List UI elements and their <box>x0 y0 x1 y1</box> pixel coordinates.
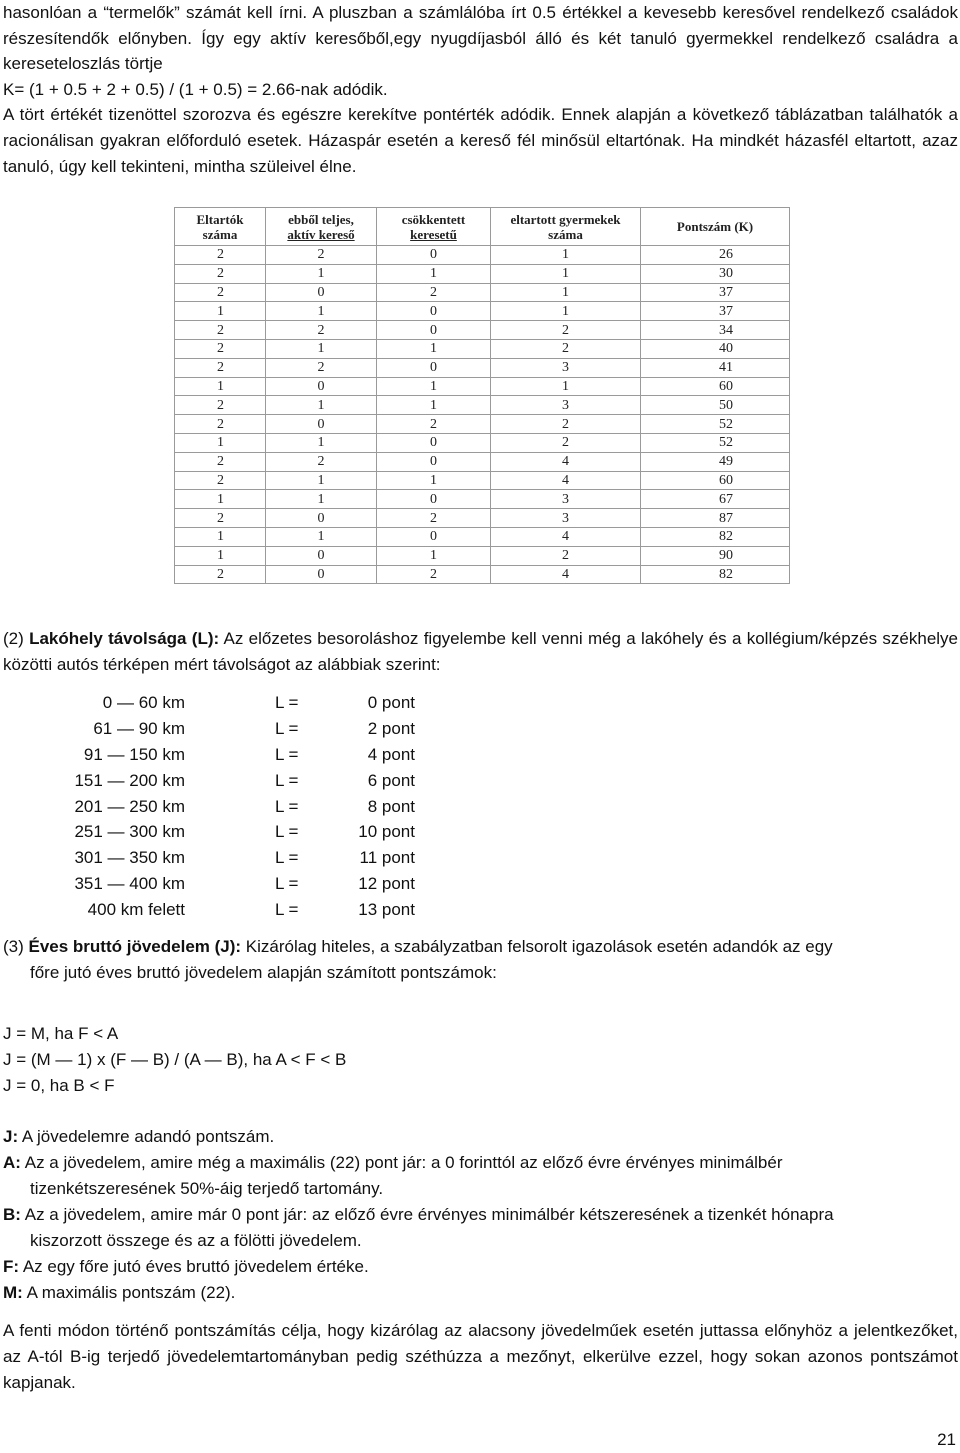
distance-points: 10 pont <box>358 822 415 842</box>
lakohely-text: Az előzetes besoroláshoz figyelembe kell venni még a lakóhely és a kollégium/képzés székhelye közötti autós térképen mért távolságot az alábbiak szerint: <box>3 629 959 674</box>
table-row <box>175 490 790 509</box>
distance-range: 0 — 60 km <box>102 693 185 712</box>
table-row <box>175 471 790 490</box>
table-cell: 0 <box>266 509 377 528</box>
table-row <box>175 283 790 302</box>
table-cell: 2 <box>491 339 641 358</box>
table-cell: 2 <box>175 339 266 358</box>
table-row <box>175 302 790 321</box>
table-cell: 52 <box>641 433 790 452</box>
table-cell: 1 <box>266 264 377 283</box>
table-cell: 1 <box>266 490 377 509</box>
table-cell: 0 <box>377 246 491 265</box>
jovedelem-label: Éves bruttó jövedelem (J): <box>28 937 242 956</box>
table-cell: 41 <box>641 358 790 377</box>
distance-eq: L = <box>275 693 299 712</box>
distance-range: 61 — 90 km <box>93 718 185 738</box>
table-row <box>175 264 790 283</box>
table-cell: 1 <box>175 377 266 396</box>
header-gyermekek: eltartott gyermekek száma <box>491 208 641 246</box>
table-cell: 82 <box>641 565 790 584</box>
pontszam-table-container <box>174 207 789 584</box>
table-cell: 2 <box>266 452 377 471</box>
table-cell: 2 <box>491 433 641 452</box>
formula-1: J = M, ha F < A <box>3 1024 119 1043</box>
table-cell: 4 <box>491 452 641 471</box>
table-cell: 2 <box>377 283 491 302</box>
section-number: (2) <box>3 629 30 648</box>
header-csokkentett: csökkentett keresetű <box>377 208 491 246</box>
table-cell: 1 <box>266 339 377 358</box>
table-cell: 0 <box>266 546 377 565</box>
formula-list <box>3 1021 346 1099</box>
table-cell: 1 <box>266 433 377 452</box>
lakohely-paragraph <box>3 626 958 678</box>
table-cell: 1 <box>266 302 377 321</box>
table-cell: 0 <box>266 377 377 396</box>
def-m: M: A maximális pontszám (22). <box>3 1283 236 1302</box>
distance-eq: L = <box>275 796 299 816</box>
table-cell: 1 <box>377 546 491 565</box>
table-cell: 0 <box>377 527 491 546</box>
table-cell: 2 <box>491 415 641 434</box>
table-cell: 2 <box>175 264 266 283</box>
header-pontszam: Pontszám (K) <box>641 208 790 246</box>
distance-points: 4 pont <box>367 744 415 764</box>
table-cell: 0 <box>266 565 377 584</box>
lakohely-label: Lakóhely távolsága (L): <box>29 629 220 648</box>
table-row <box>175 246 790 265</box>
table-cell: 1 <box>175 546 266 565</box>
distance-range: 251 — 300 km <box>74 822 185 842</box>
table-cell: 49 <box>641 452 790 471</box>
table-cell: 1 <box>377 264 491 283</box>
formula-3: J = 0, ha B < F <box>3 1076 115 1095</box>
table-cell: 90 <box>641 546 790 565</box>
outro-paragraph: A fenti módon történő pontszámítás célja, hogy kizárólag az alacsony jövedelműek esetén juttassa előnyhöz a jelentkezőket, az A-tól B-ig terjedő jövedelemtartományban pedig széthúzza a mezőnyt, elkerülve ezzel, hogy sokan azonos pontszámot kapjanak. <box>3 1321 958 1392</box>
table-cell: 1 <box>377 339 491 358</box>
distance-range: 301 — 350 km <box>74 848 185 868</box>
intro-section <box>3 0 958 179</box>
table-cell: 0 <box>377 490 491 509</box>
table-row <box>175 433 790 452</box>
jovedelem-text-1: Kizárólag hiteles, a szabályzatban felsorolt igazolások esetén adandók az egy <box>241 937 833 956</box>
table-cell: 60 <box>641 471 790 490</box>
table-cell: 1 <box>491 283 641 302</box>
intro-paragraph: hasonlóan a “termelők” számát kell írni. A pluszban a számlálóba írt 0.5 értékkel a kevesebb keresővel rendelkező családok részesítendők előnyben. Így egy aktív keresőből,egy nyugdíjasból álló és két tanuló gyermekkel rendelkező családra a kereseteloszlás törtje <box>3 3 958 74</box>
distance-eq: L = <box>275 744 299 764</box>
table-cell: 34 <box>641 321 790 340</box>
table-cell: 0 <box>266 415 377 434</box>
table-cell: 1 <box>491 377 641 396</box>
table-row <box>175 452 790 471</box>
distance-eq: L = <box>275 848 299 868</box>
table-cell: 2 <box>175 415 266 434</box>
distance-points: 0 pont <box>367 693 415 712</box>
table-cell: 3 <box>491 490 641 509</box>
table-cell: 2 <box>175 471 266 490</box>
table-cell: 0 <box>377 433 491 452</box>
table-cell: 3 <box>491 509 641 528</box>
table-cell: 2 <box>175 283 266 302</box>
definitions <box>3 1124 958 1306</box>
table-cell: 1 <box>266 527 377 546</box>
table-row <box>175 321 790 340</box>
table-cell: 0 <box>377 358 491 377</box>
header-aktiv-kereso: ebből teljes, aktív kereső <box>266 208 377 246</box>
table-body <box>175 246 790 584</box>
def-b: B: Az a jövedelem, amire már 0 pont jár: az előző évre érvényes minimálbér kétszeresének a tizenkét hónapra <box>3 1205 834 1224</box>
table-cell: 37 <box>641 302 790 321</box>
distance-eq: L = <box>275 770 299 790</box>
table-cell: 2 <box>491 321 641 340</box>
distance-range: 201 — 250 km <box>74 796 185 816</box>
table-row <box>175 358 790 377</box>
table-cell: 3 <box>491 396 641 415</box>
table-cell: 2 <box>377 415 491 434</box>
table-row <box>175 377 790 396</box>
table-cell: 2 <box>175 321 266 340</box>
distance-points: 12 pont <box>358 874 415 894</box>
table-cell: 60 <box>641 377 790 396</box>
table-cell: 82 <box>641 527 790 546</box>
table-cell: 0 <box>377 321 491 340</box>
table-cell: 1 <box>266 471 377 490</box>
distance-points: 6 pont <box>367 770 415 790</box>
table-cell: 0 <box>377 452 491 471</box>
distance-range: 151 — 200 km <box>74 770 185 790</box>
section-number: (3) <box>3 937 29 956</box>
distance-eq: L = <box>275 900 299 920</box>
table-cell: 37 <box>641 283 790 302</box>
jovedelem-text-2: főre jutó éves bruttó jövedelem alapján számított pontszámok: <box>30 963 497 982</box>
table-row <box>175 546 790 565</box>
table-row <box>175 527 790 546</box>
table-cell: 2 <box>175 452 266 471</box>
def-f: F: Az egy főre jutó éves bruttó jövedelem értéke. <box>3 1257 369 1276</box>
formula-2: J = (M — 1) x (F — B) / (A — B), ha A < F < B <box>3 1050 347 1069</box>
def-a: A: Az a jövedelem, amire még a maximális (22) pont jár: a 0 forinttól az előző évre érvényes minimálbér <box>3 1153 783 1172</box>
def-a-cont: tizenkétszeresének 50%-áig terjedő tartomány. <box>30 1179 384 1198</box>
table-cell: 2 <box>175 565 266 584</box>
table-row <box>175 565 790 584</box>
table-cell: 2 <box>266 358 377 377</box>
kereset-formula: K= (1 + 0.5 + 2 + 0.5) / (1 + 0.5) = 2.66-nak adódik. <box>3 79 388 99</box>
table-cell: 2 <box>175 246 266 265</box>
def-b-cont: kiszorzott összege és az a fölötti jövedelem. <box>30 1231 362 1250</box>
table-cell: 1 <box>377 471 491 490</box>
table-cell: 0 <box>266 283 377 302</box>
table-cell: 2 <box>266 321 377 340</box>
distance-points: 11 pont <box>359 848 415 868</box>
intro-paragraph-2: A tört értékét tizenöttel szorozva és egészre kerekítve pontérték adódik. Ennek alapján a következő táblázatban találhatók a racionálisan gyakran előforduló esetek. Házaspár esetén a kereső fél minősül eltartónak. Ha mindkét házasfél eltartott, azaz tanuló, úgy kell tekinteni, mintha szüleivel élne. <box>3 105 958 176</box>
distance-eq: L = <box>275 718 299 738</box>
distance-range: 351 — 400 km <box>74 874 185 894</box>
table-cell: 1 <box>377 396 491 415</box>
table-cell: 67 <box>641 490 790 509</box>
table-cell: 1 <box>491 302 641 321</box>
table-cell: 1 <box>266 396 377 415</box>
table-cell: 2 <box>175 509 266 528</box>
page-number: 21 <box>937 1430 956 1449</box>
table-cell: 2 <box>266 246 377 265</box>
table-cell: 26 <box>641 246 790 265</box>
def-j: J: A jövedelemre adandó pontszám. <box>3 1127 275 1146</box>
table-cell: 40 <box>641 339 790 358</box>
distance-eq: L = <box>275 874 299 894</box>
table-header-row <box>175 208 790 246</box>
header-eltartok: Eltartók száma <box>175 208 266 246</box>
section-jovedelem <box>3 934 958 986</box>
distance-eq: L = <box>275 822 299 842</box>
table-cell: 4 <box>491 565 641 584</box>
table-cell: 3 <box>491 358 641 377</box>
table-cell: 1 <box>491 246 641 265</box>
table-cell: 1 <box>175 490 266 509</box>
table-cell: 1 <box>175 527 266 546</box>
table-cell: 1 <box>377 377 491 396</box>
table-cell: 50 <box>641 396 790 415</box>
table-cell: 1 <box>491 264 641 283</box>
pontszam-table <box>174 207 790 584</box>
table-row <box>175 509 790 528</box>
table-cell: 4 <box>491 471 641 490</box>
distance-points: 8 pont <box>367 796 415 816</box>
table-cell: 1 <box>175 302 266 321</box>
table-cell: 30 <box>641 264 790 283</box>
table-cell: 87 <box>641 509 790 528</box>
table-cell: 52 <box>641 415 790 434</box>
table-cell: 2 <box>377 565 491 584</box>
table-cell: 1 <box>175 433 266 452</box>
table-cell: 2 <box>175 396 266 415</box>
distance-points: 13 pont <box>358 900 415 920</box>
table-row <box>175 339 790 358</box>
outro-section <box>3 1318 958 1396</box>
distance-range: 400 km felett <box>87 900 185 920</box>
table-cell: 2 <box>175 358 266 377</box>
table-row <box>175 396 790 415</box>
table-cell: 2 <box>377 509 491 528</box>
table-cell: 0 <box>377 302 491 321</box>
section-lakohely <box>3 626 958 678</box>
table-cell: 4 <box>491 527 641 546</box>
table-cell: 2 <box>491 546 641 565</box>
table-row <box>175 415 790 434</box>
distance-points: 2 pont <box>367 718 415 738</box>
jovedelem-paragraph <box>3 934 958 960</box>
distance-range: 91 — 150 km <box>83 744 185 764</box>
